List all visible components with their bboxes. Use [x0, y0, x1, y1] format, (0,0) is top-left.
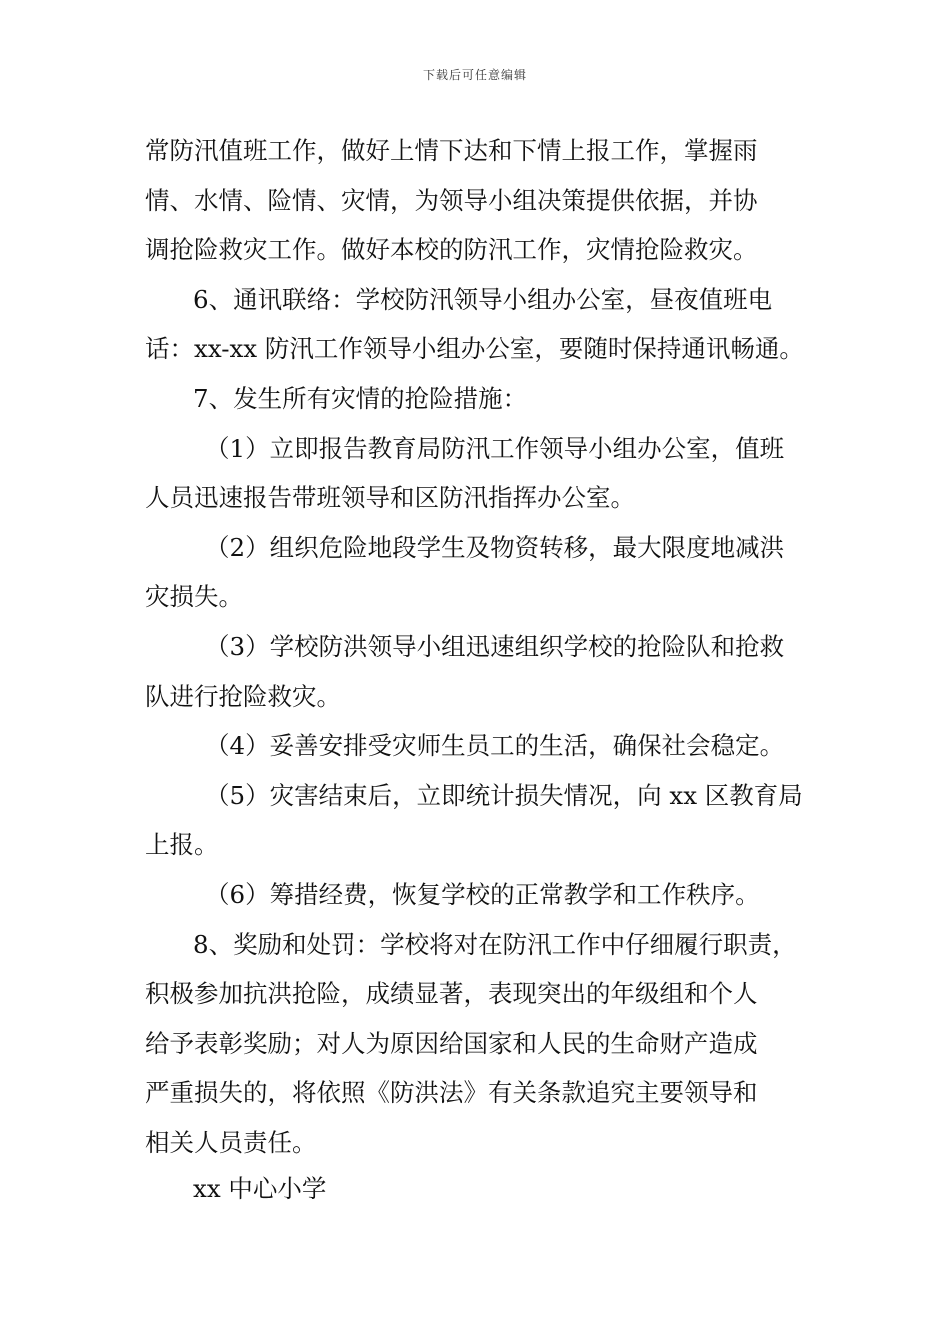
body-line: 队进行抢险救灾。: [145, 681, 341, 711]
signature-org: xx 中心小学: [193, 1174, 327, 1203]
body-line: 给予表彰奖励；对人为原因给国家和人民的生命财产造成: [145, 1028, 758, 1058]
body-line: （2）组织危险地段学生及物资转移，最大限度地减洪: [205, 532, 785, 562]
body-line: 上报。: [145, 830, 219, 860]
body-line: （3）学校防洪领导小组迅速组织学校的抢险队和抢救: [205, 631, 785, 661]
body-line: （5）灾害结束后，立即统计损失情况，向 xx 区教育局: [205, 780, 803, 810]
body-line: 常防汛值班工作，做好上情下达和下情上报工作，掌握雨: [145, 136, 758, 165]
document-body: [145, 126, 815, 1167]
body-line: 调抢险救灾工作。做好本校的防汛工作，灾情抢险救灾。: [145, 235, 758, 265]
body-line: 相关人员责任。: [145, 1127, 317, 1157]
body-line: 严重损失的，将依照《防洪法》有关条款追究主要领导和: [145, 1078, 758, 1108]
body-line: 情、水情、险情、灾情，为领导小组决策提供依据，并协: [145, 185, 758, 215]
body-line: 人员迅速报告带班领导和区防汛指挥办公室。: [145, 483, 635, 513]
body-line: 话：xx-xx 防汛工作领导小组办公室，要随时保持通讯畅通。: [145, 334, 804, 364]
body-line: （4）妥善安排受灾师生员工的生活，确保社会稳定。: [205, 731, 785, 761]
body-line: 灾损失。: [145, 582, 243, 612]
body-line: 8、奖励和处罚：学校将对在防汛工作中仔细履行职责，: [193, 929, 797, 959]
page-header-note: 下载后可任意编辑: [422, 68, 527, 82]
body-line: 6、通讯联络：学校防汛领导小组办公室，昼夜值班电: [193, 284, 773, 314]
body-line: 7、发生所有灾情的抢险措施：: [193, 383, 528, 413]
body-line: 积极参加抗洪抢险，成绩显著，表现突出的年级组和个人: [145, 979, 758, 1009]
body-line: （1）立即报告教育局防汛工作领导小组办公室，值班: [205, 433, 785, 463]
body-line: （6）筹措经费，恢复学校的正常教学和工作秩序。: [205, 879, 760, 909]
